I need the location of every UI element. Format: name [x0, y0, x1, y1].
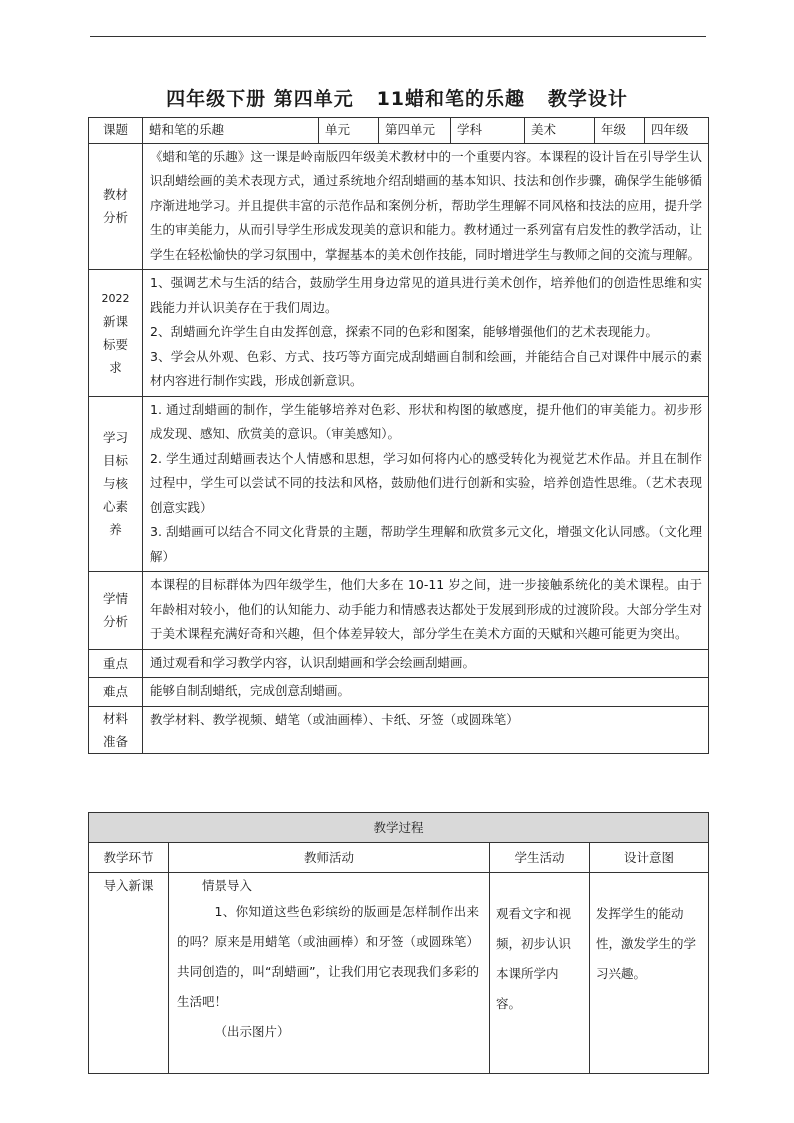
section-row-materials — [89, 706, 709, 753]
section-body: 通过观看和学习教学内容，认识刮蜡画和学会绘画刮蜡画。 — [143, 649, 709, 678]
section-body: 能够自制刮蜡纸，完成创意刮蜡画。 — [143, 678, 709, 707]
teacher-activity-cell: 情景导入 1、你知道这些色彩缤纷的版画是怎样制作出来的吗？原来是用蜡笔（或油画棒）和牙签（或圆珠笔）共同创造的，叫“刮蜡画”，让我们用它表现我们多彩的生活吧！ （出示图片） — [169, 873, 490, 1074]
subject-value: 美术 — [525, 118, 595, 144]
grade-label: 年级 — [595, 118, 645, 144]
process-row — [89, 873, 709, 1074]
section-body: 教学材料、教学视频、蜡笔（或油画棒）、卡纸、牙签（或圆珠笔） — [143, 706, 709, 753]
section-label: 材料 准备 — [89, 706, 143, 753]
document-title: 四年级下册 第四单元 11蜡和笔的乐趣 教学设计 — [166, 88, 628, 110]
column-header-intent: 设计意图 — [590, 843, 709, 873]
process-header-row — [89, 813, 709, 843]
topic-value: 蜡和笔的乐趣 — [143, 118, 319, 144]
stage-cell: 导入新课 — [89, 873, 169, 1074]
section-label: 学习 目标 与核 心素 养 — [89, 396, 143, 572]
grade-value: 四年级 — [645, 118, 709, 144]
section-label: 难点 — [89, 678, 143, 707]
section-body: 本课程的目标群体为四年级学生，他们大多在 10-11 岁之间，进一步接触系统化的美术课程。由于年龄相对较小，他们的认知能力、动手能力和情感表达都处于发展到形成的过渡阶段。大部分学生对于美术课程充满好奇和兴趣，但个体差异较大，部分学生在美术方面的天赋和兴趣可能更为突出。 — [143, 572, 709, 650]
design-intent-cell: 发挥学生的能动性，激发学生的学习兴趣。 — [590, 873, 709, 1074]
section-label: 学情 分析 — [89, 572, 143, 650]
info-row — [89, 118, 709, 144]
column-header-teacher: 教师活动 — [169, 843, 490, 873]
header-rule — [90, 36, 706, 37]
section-label: 2022 新课 标要 求 — [89, 270, 143, 397]
student-activity-cell: 观看文字和视频，初步认识本课所学内容。 — [490, 873, 590, 1074]
subject-label: 学科 — [451, 118, 525, 144]
section-row-key-points — [89, 649, 709, 678]
process-header: 教学过程 — [89, 813, 709, 843]
section-row-textbook-analysis — [89, 143, 709, 270]
section-body: 1. 通过刮蜡画的制作，学生能够培养对色彩、形状和构图的敏感度，提升他们的审美能力。初步形成发现、感知、欣赏美的意识。（审美感知）。 2. 学生通过刮蜡画表达个人情感和思想，学习如何将内心的感受转化为视觉艺术作品。并且在制作过程中，学生可以尝试不同的技法和风格，鼓励他们进行创新和实验，培养创造性思维。（艺术表现 创意实践） 3. 刮蜡画可以结合不同文化背景的主题，帮助学生理解和欣赏多元文化，增强文化认同感。（文化理解） — [143, 396, 709, 572]
unit-label: 单元 — [319, 118, 379, 144]
section-body: 《蜡和笔的乐趣》这一课是岭南版四年级美术教材中的一个重要内容。本课程的设计旨在引导学生认识刮蜡绘画的美术表现方式，通过系统地介绍刮蜡画的基本知识、技法和创作步骤，确保学生能够循序渐进地学习。并且提供丰富的示范作品和案例分析，帮助学生理解不同风格和技法的应用，提升学生的审美能力，从而引导学生形成发现美的意识和能力。教材通过一系列富有启发性的教学活动，让学生在轻松愉快的学习氛围中，掌握基本的美术创作技能，同时增进学生与教师之间的交流与理解。 — [143, 143, 709, 270]
process-columns-row — [89, 843, 709, 873]
section-row-difficulties — [89, 678, 709, 707]
column-header-student: 学生活动 — [490, 843, 590, 873]
section-row-learner-analysis — [89, 572, 709, 650]
section-row-curriculum-standards — [89, 270, 709, 397]
teaching-process-table — [88, 812, 709, 1074]
section-label: 重点 — [89, 649, 143, 678]
section-label: 教材 分析 — [89, 143, 143, 270]
lesson-info-table — [88, 117, 709, 754]
topic-label: 课题 — [89, 118, 143, 144]
unit-value: 第四单元 — [379, 118, 451, 144]
column-header-stage: 教学环节 — [89, 843, 169, 873]
section-row-learning-objectives — [89, 396, 709, 572]
section-body: 1、强调艺术与生活的结合，鼓励学生用身边常见的道具进行美术创作，培养他们的创造性思维和实践能力并认识美存在于我们周边。 2、刮蜡画允许学生自由发挥创意，探索不同的色彩和图案，能够增强他们的艺术表现能力。 3、学会从外观、色彩、方式、技巧等方面完成刮蜡画自制和绘画，并能结合自己对课件中展示的素材内容进行制作实践，形成创新意识。 — [143, 270, 709, 397]
